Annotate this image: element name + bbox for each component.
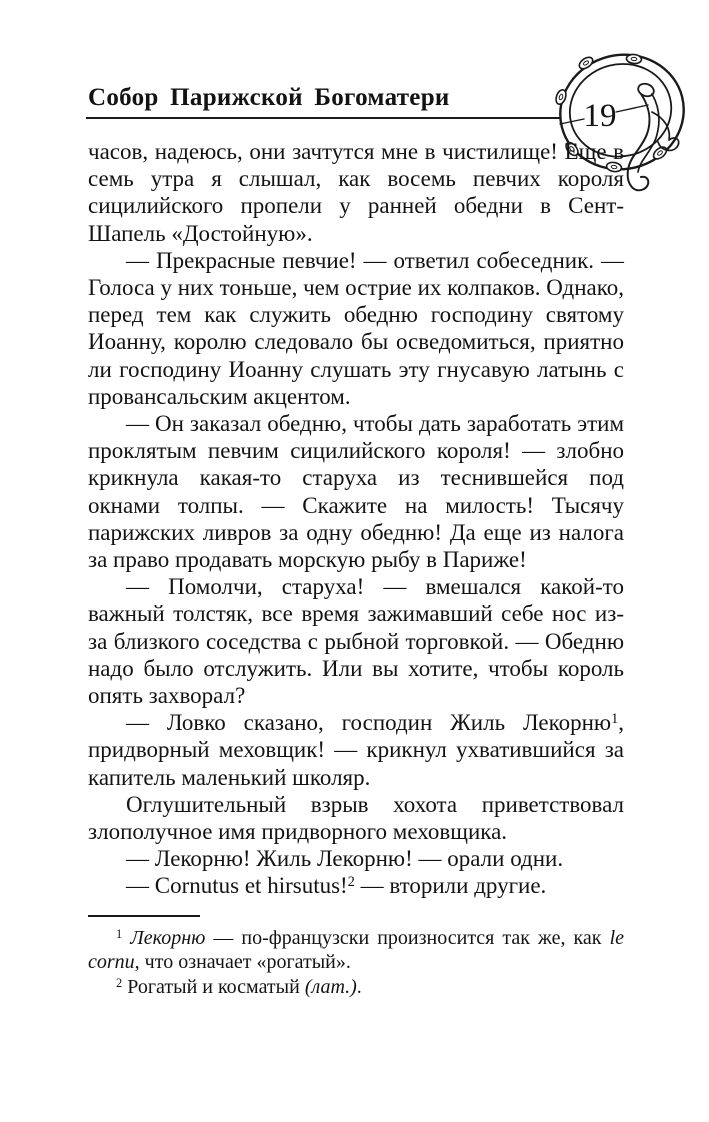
footnote <box>88 975 624 1000</box>
text-run: — Он заказал обедню, чтобы дать заработать этим проклятым певчим сицилийского короля! — злобно крикнула какая-то старуха из теснившейся под окнами толпы. — Скажите на милость! Тысячу парижских ливров за одну обедню! Да еще из налога за право продавать морскую рыбу в Париже! <box>88 411 624 573</box>
footnote <box>88 926 624 975</box>
footnote-list <box>88 926 624 1000</box>
footnote-marker: 1 <box>611 711 619 728</box>
paragraph <box>88 791 624 845</box>
paragraph <box>88 845 624 872</box>
text-run: — Прекрасные певчие! — ответил собеседник. — Голоса у них тоньше, чем острие их колпаков. Однако, перед тем как служить обедню господину святому Иоанну, королю следовало бы осведомиться, приятно ли господину Иоанну слушать эту гнусавую латынь с провансальским акцентом. <box>88 247 624 409</box>
footnotes-section <box>88 915 624 1000</box>
footnote-divider <box>88 915 200 917</box>
text-run: — Лекорню! Жиль Лекорню! — орали одни. <box>126 846 564 872</box>
text-run: . <box>356 975 362 998</box>
text-run: Рогатый и косматый <box>122 975 305 998</box>
text-run: , что означает «рогатый». <box>134 951 351 974</box>
footnote-marker: 2 <box>347 874 355 891</box>
paragraph <box>88 709 624 791</box>
text-run: — Ловко сказано, господин Жиль Лекорню <box>126 710 612 736</box>
text-run: часов, надеюсь, они зачтутся мне в чистилище! Еще в семь утра я слышал, как восемь певчих короля сицилийского пропели у ранней обедни в Сент-Шапель «Достойную». <box>88 139 624 246</box>
footnote-marker: 2 <box>116 975 123 990</box>
paragraph <box>88 872 624 899</box>
text-run: Оглушительный взрыв хохота приветствовал злополучное имя придворного меховщика. <box>88 791 624 845</box>
text-run: — по-французски произносится так же, как <box>205 926 610 949</box>
text-run: — Помолчи, старуха! — вмешался какой-то важный толстяк, все время зажимавший себе нос из-за близкого соседства с рыбной торговкой. — Обедню надо было отслужить. Или вы хотите, чтобы король опять захворал? <box>88 574 624 709</box>
page-number: 19 <box>583 98 617 134</box>
footnote-marker: 1 <box>116 926 123 941</box>
paragraph-list <box>88 138 624 900</box>
text-run: — Cornutus et hirsutus! <box>126 873 348 899</box>
text-run: , придворный меховщик! — крикнул ухватившийся за капитель маленький школяр. <box>88 710 624 790</box>
header-rule <box>86 117 562 119</box>
text-run: le cornu <box>88 926 625 974</box>
paragraph <box>88 410 624 573</box>
text-column <box>88 138 624 999</box>
paragraph <box>88 138 624 247</box>
paragraph <box>88 247 624 410</box>
running-header-title: Собор Парижской Богоматери <box>88 84 450 111</box>
text-run: Лекорню <box>130 926 206 949</box>
text-run: (лат.) <box>304 975 357 998</box>
text-run: — вторили другие. <box>354 873 547 899</box>
paragraph <box>88 573 624 709</box>
